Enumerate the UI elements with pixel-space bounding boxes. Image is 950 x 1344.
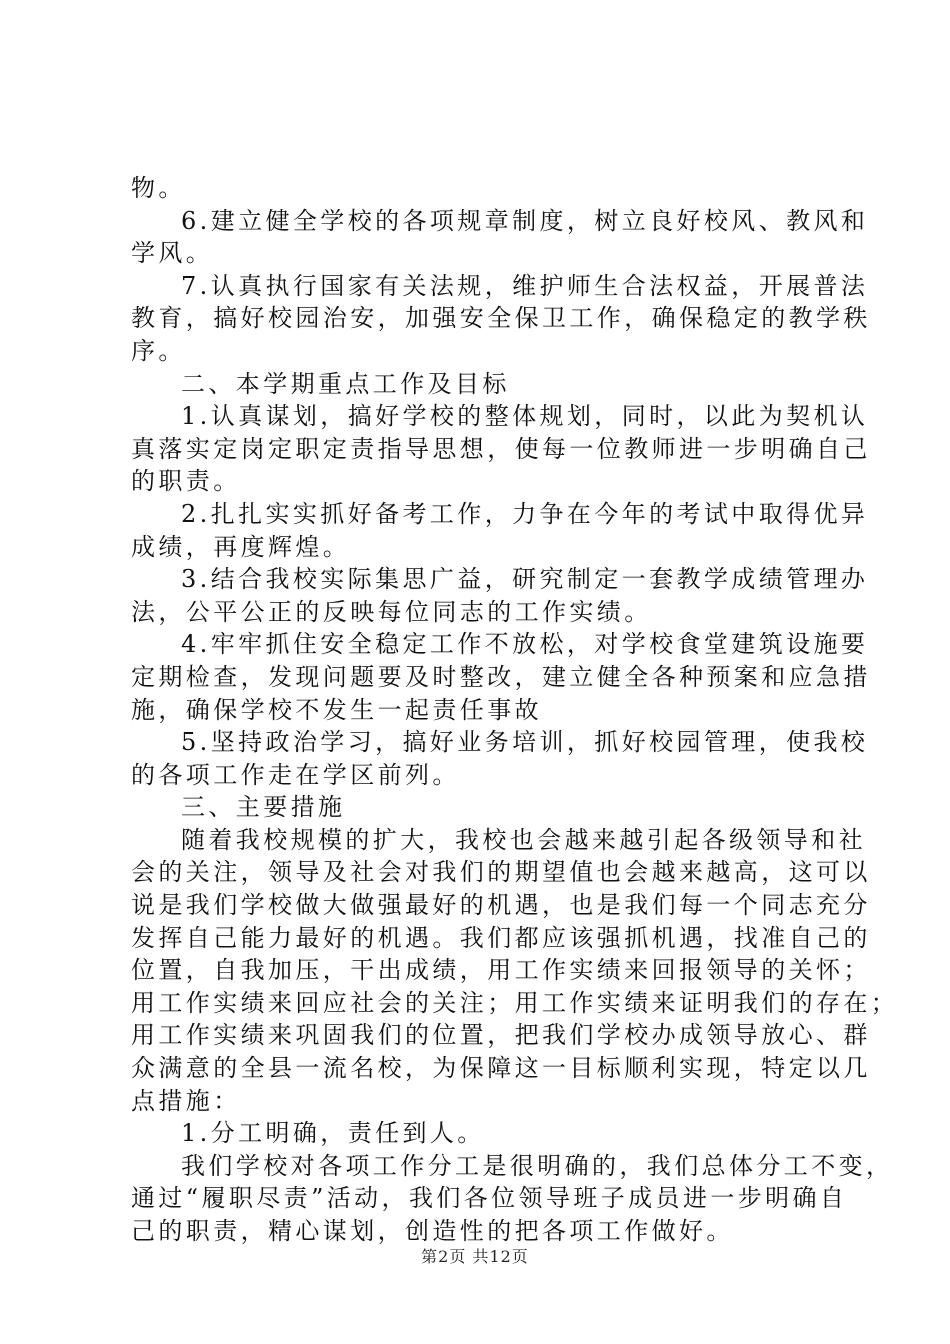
text-line: 5.坚持政治学习，搞好业务培训，抓好校园管理，使我校 bbox=[181, 728, 869, 757]
text-line: 的职责。 bbox=[131, 467, 241, 496]
text-line: 1.分工明确，责任到人。 bbox=[181, 1119, 485, 1148]
text-line: 二、本学期重点工作及目标 bbox=[181, 369, 510, 398]
text-line: 教育，搞好校园治安，加强安全保卫工作，确保稳定的教学秩 bbox=[131, 304, 871, 333]
text-line: 点措施： bbox=[131, 1086, 241, 1115]
text-line: 通过“履职尽责”活动，我们各位领导班子成员进一步明确自 bbox=[131, 1184, 848, 1213]
text-line: 4.牢牢抓住安全稳定工作不放松，对学校食堂建筑设施要 bbox=[181, 630, 869, 659]
text-line: 施，确保学校不发生一起责任事故 bbox=[131, 695, 542, 724]
text-line: 真落实定岗定职定责指导思想，使每一位教师进一步明确自己 bbox=[131, 434, 871, 463]
text-line: 说是我们学校做大做强最好的机遇，也是我们每一个同志充分 bbox=[131, 891, 871, 920]
text-line: 序。 bbox=[131, 336, 186, 365]
text-line: 位置，自我加压，干出成绩，用工作实绩来回报领导的关怀； bbox=[131, 956, 871, 985]
text-line: 随着我校规模的扩大，我校也会越来越引起各级领导和社 bbox=[181, 825, 866, 854]
page-footer: 第2页 共12页 bbox=[421, 1247, 529, 1266]
text-line: 三、主要措施 bbox=[181, 793, 346, 822]
text-line: 6.建立健全学校的各项规章制度，树立良好校风、教风和 bbox=[181, 206, 869, 235]
text-line: 物。 bbox=[131, 174, 186, 202]
text-line: 成绩，再度辉煌。 bbox=[131, 532, 351, 561]
text-line: 众满意的全县一流名校，为保障这一目标顺利实现，特定以几 bbox=[131, 1054, 871, 1083]
text-line: 我们学校对各项工作分工是很明确的，我们总体分工不变， bbox=[181, 1151, 894, 1180]
text-line: 己的职责，精心谋划，创造性的把各项工作做好。 bbox=[131, 1217, 734, 1245]
text-line: 7.认真执行国家有关法规，维护师生合法权益，开展普法 bbox=[181, 271, 869, 300]
text-line: 的各项工作走在学区前列。 bbox=[131, 760, 460, 789]
text-line: 会的关注，领导及社会对我们的期望值也会越来越高，这可以 bbox=[131, 858, 871, 887]
text-line: 用工作实绩来巩固我们的位置，把我们学校办成领导放心、群 bbox=[131, 1021, 871, 1050]
text-line: 发挥自己能力最好的机遇。我们都应该强抓机遇，找准自己的 bbox=[131, 923, 871, 952]
document-body bbox=[131, 172, 899, 1248]
text-line: 法，公平公正的反映每位同志的工作实绩。 bbox=[131, 597, 652, 626]
text-line: 3.结合我校实际集思广益，研究制定一套教学成绩管理办 bbox=[181, 565, 869, 594]
text-line: 用工作实绩来回应社会的关注；用工作实绩来证明我们的存在； bbox=[131, 988, 899, 1017]
text-line: 1.认真谋划，搞好学校的整体规划，同时，以此为契机认 bbox=[181, 402, 869, 431]
text-line: 2.扎扎实实抓好备考工作，力争在今年的考试中取得优异 bbox=[181, 499, 869, 528]
text-line: 学风。 bbox=[131, 239, 214, 268]
text-line: 定期检查，发现问题要及时整改，建立健全各种预案和应急措 bbox=[131, 662, 871, 691]
